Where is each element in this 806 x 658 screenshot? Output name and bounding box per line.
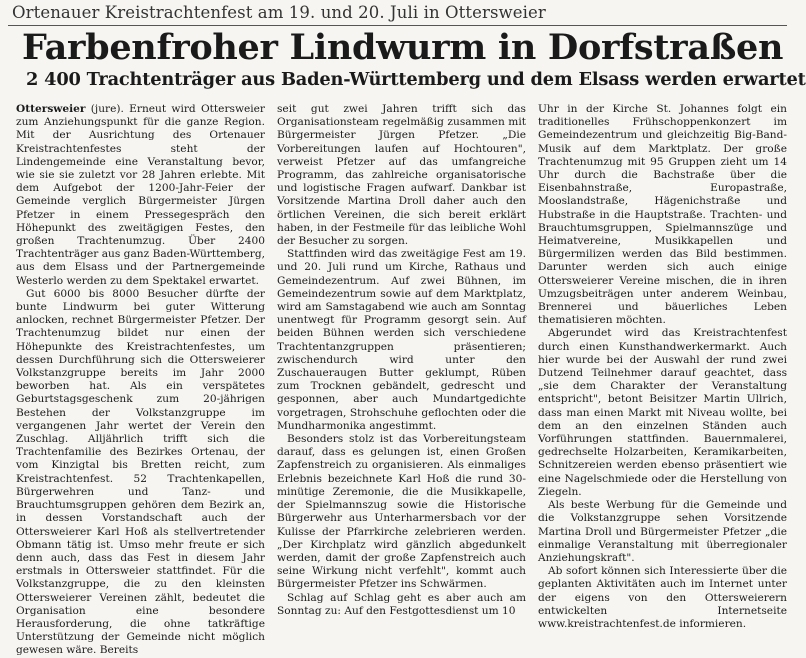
column-2	[277, 103, 526, 617]
paragraph: Schlag auf Schlag geht es aber auch am Sonntag zu: Auf den Festgottesdienst um 10	[277, 591, 526, 617]
kicker-line: Ortenauer Kreistrachtenfest am 19. und 20. Juli in Ottersweier	[12, 3, 546, 22]
paragraph: Ab sofort können sich Interessierte über die geplanten Aktivitäten auch im Internet unter der eigens von den Ottersweierern entwickelten Internetseite www.kreistrachtenfest.de informieren.	[538, 565, 787, 630]
article-columns	[16, 103, 787, 657]
paragraph: Abgerundet wird das Kreistrachtenfest durch einen Kunsthandwerkermarkt. Auch hier wurde bei der Auswahl der rund zwei Dutzend Teilnehmer darauf geachtet, dass „sie dem Charakter der Veranstaltung entspricht", betont Beisitzer Martin Ullrich, dass man einen Markt mit Niveau wollte, bei dem an den einzelnen Ständen auch Vorführungen stattfinden. Bauernmalerei, gedrechselte Holzarbeiten, Keramikarbeiten, Schnitzereien werden ebenso präsentiert wie eine Nagelschmiede oder die Herstellung von Ziegeln.	[538, 327, 787, 498]
paragraph: seit gut zwei Jahren trifft sich das Organisationsteam regelmäßig zusammen mit Bürgermeister Jürgen Pfetzer. „Die Vorbereitungen laufen auf Hochtouren", verweist Pfetzer auf das umfangreiche Programm, das zahlreiche organisatorische und logistische Fragen aufwarf. Dankbar ist Vorsitzende Martina Droll daher auch den örtlichen Vereinen, die sich bereit erklärt haben, in der Festmeile für das leibliche Wohl der Besucher zu sorgen.	[277, 103, 526, 248]
headline: Farbenfroher Lindwurm in Dorfstraßen	[22, 27, 784, 68]
paragraph: Besonders stolz ist das Vorbereitungsteam darauf, dass es gelungen ist, einen Großen Zapfenstreich zu organisieren. Als einmaliges Erlebnis bezeichnete Karl Hoß die rund 30-minütige Zeremonie, die die Musikkapelle, der Spielmannszug sowie die Historische Bürgerwehr aus Unterharmersbach vor der Kulisse der Pfarrkirche zelebrieren werden. „Der Kirchplatz wird gänzlich abgedunkelt werden, damit der große Zapfenstreich auch seine Wirkung nicht verfehlt", kommt auch Bürgermeister Pfetzer ins Schwärmen.	[277, 433, 526, 591]
paragraph-text: (jure). Erneut wird Ottersweier zum Anziehungspunkt für die ganze Region. Mit der Ausrichtung des Ortenauer Kreistrachtenfestes steht der Lindengemeinde eine Veranstaltung bevor, wie sie sie zuletzt vor 28 Jahren erlebte. Mit dem Aufgebot der 1200-Jahr-Feier der Gemeinde verglich Bürgermeister Jürgen Pfetzer in einem Pressegespräch den Höhepunkt des zweitägigen Festes, den großen Trachtenumzug. Über 2400 Trachtenträger aus ganz Baden-Württemberg, aus dem Elsass und der Partnergemeinde Westerlo werden zu dem Spektakel erwartet.	[16, 103, 265, 287]
subheadline: 2 400 Trachtenträger aus Baden-Württemberg und dem Elsass werden erwartet	[26, 69, 806, 90]
kicker-rule	[8, 25, 787, 26]
paragraph: Als beste Werbung für die Gemeinde und die Volkstanzgruppe sehen Vorsitzende Martina Droll und Bürgermeister Pfetzer „die einmalige Veranstaltung mit überregionaler Anziehungskraft".	[538, 499, 787, 564]
column-1	[16, 103, 265, 657]
paragraph: Stattfinden wird das zweitägige Fest am 19. und 20. Juli rund um Kirche, Rathaus und Gemeindezentrum. Auf zwei Bühnen, im Gemeindezentrum sowie auf dem Marktplatz, wird am Samstagabend wie auch am Sonntag unentwegt für Programm gesorgt sein. Auf beiden Bühnen werden sich verschiedene Trachtentanzgruppen präsentieren; zwischendurch wird unter den Zuschaueraugen Butter geklumpt, Rüben zum Trocknen gebändelt, gedrescht und gesponnen, aber auch Mundartgedichte vorgetragen, Strohschuhe geflochten oder die Mundharmonika angestimmt.	[277, 248, 526, 432]
column-3	[538, 103, 787, 630]
paragraph: Gut 6000 bis 8000 Besucher dürfte der bunte Lindwurm bei guter Witterung anlocken, rechnet Bürgermeister Pfetzer. Der Trachtenumzug bildet nur einen der Höhepunkte des Kreistrachtenfestes, um dessen Durchführung sich die Ottersweierer Volkstanzgruppe bereits im Jahr 2000 beworben hat. Als ein verspätetes Geburtstagsgeschenk zum 20-jährigen Bestehen der Volkstanzgruppe im vergangenen Jahr wertet der Verein den Zuschlag. Alljährlich trifft sich die Trachtenfamilie des Bezirkes Ortenau, der vom Kinzigtal bis Bretten reicht, zum Kreistrachtenfest. 52 Trachtenkapellen, Bürgerwehren und Tanz- und Brauchtumsgruppen gehören dem Bezirk an, in dessen Vorstandschaft auch der Ottersweierer Karl Hoß als stellvertretender Obmann tätig ist. Umso mehr freute er sich denn auch, dass das Fest in diesem Jahr erstmals in Ottersweier stattfindet. Für die Volkstanzgruppe, die zu den kleinsten Ottersweierer Vereinen zählt, bedeutet die Organisation eine besondere Herausforderung, die ohne tatkräftige Unterstützung der Gemeinde nicht möglich gewesen wäre. Bereits	[16, 287, 265, 657]
dateline: Ottersweier	[16, 103, 86, 115]
paragraph: Uhr in der Kirche St. Johannes folgt ein traditionelles Frühschoppenkonzert im Gemeindezentrum und gleichzeitig Big-Band-Musik auf dem Marktplatz. Der große Trachtenumzug mit 95 Gruppen zieht um 14 Uhr durch die Bachstraße über die Eisenbahnstraße, Europastraße, Mooslandstraße, Hägenichstraße und Hubstraße in die Hauptstraße. Trachten- und Brauchtumsgruppen, Spielmannszüge und Heimatvereine, Musikkapellen und Bürgermilizen werden das Bild bestimmen. Darunter werden sich auch einige Ottersweierer Vereine mischen, die in ihren Umzugsbeiträgen unter anderem Weinbau, Brennerei und bäuerliches Leben thematisieren möchten.	[538, 103, 787, 327]
paragraph	[16, 103, 265, 288]
